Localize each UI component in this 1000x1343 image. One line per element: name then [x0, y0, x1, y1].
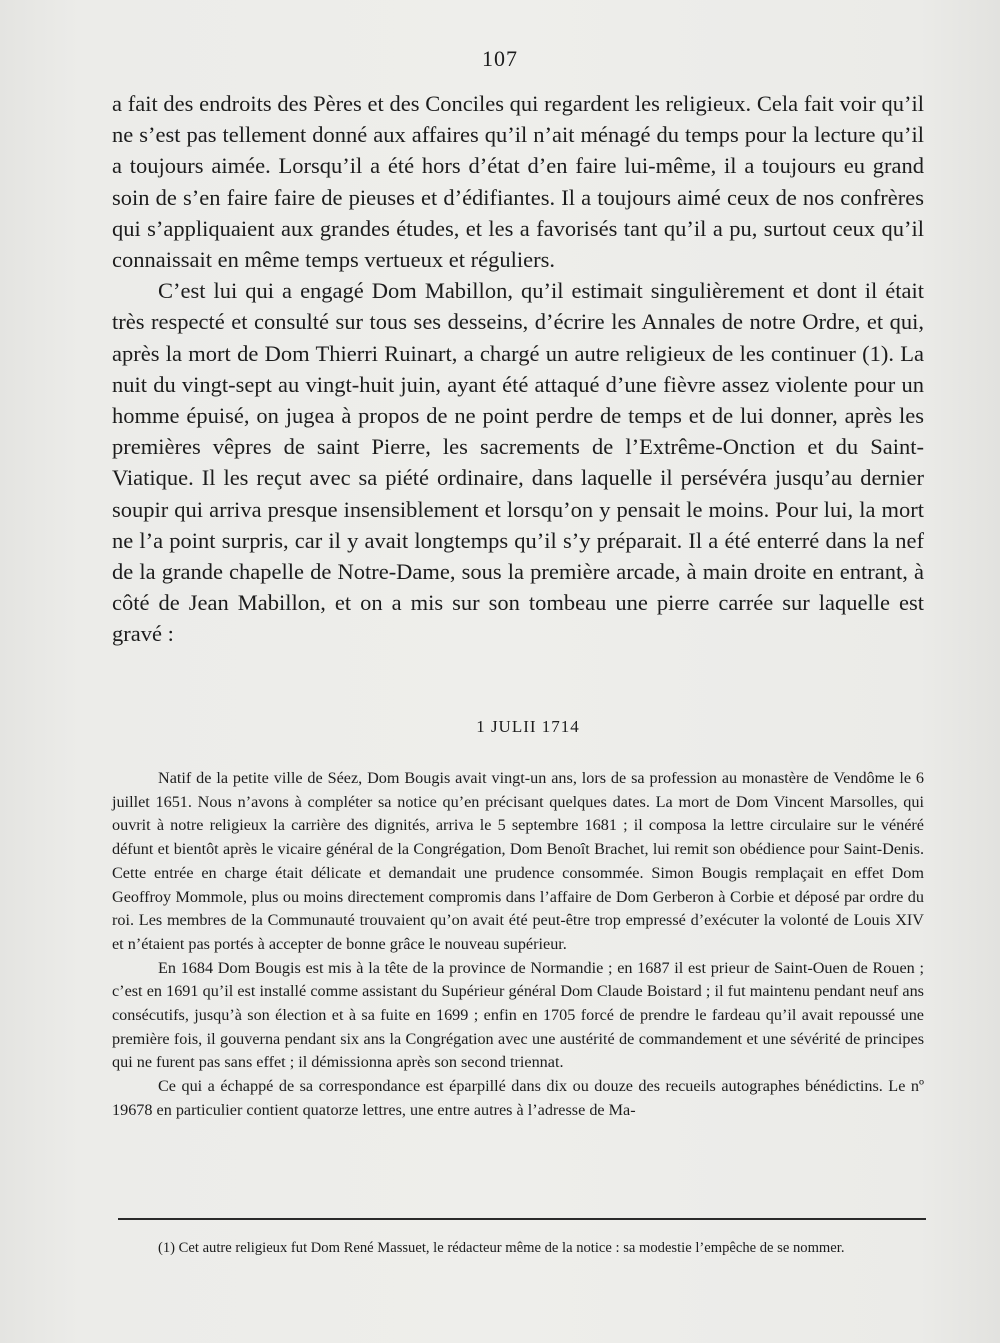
- notice-paragraph: Ce qui a échappé de sa correspondance est éparpillé dans dix ou douze des recueils autographes bénédictins. Le nº 19678 en particulier contient quatorze lettres, une entre autres à l’adresse de Ma-: [112, 1077, 924, 1119]
- editorial-notice: [112, 767, 924, 1123]
- page-number: 107: [482, 46, 518, 71]
- main-paragraph: a fait des endroits des Pères et des Conciles qui regardent les religieux. Cela fait voir qu’il ne s’est pas tellement donné aux affaires qu’il n’ait ménagé du temps pour la lecture qu’il a toujours aimée. Lorsqu’il a été hors d’état d’en faire lui-même, il a toujours eu grand soin de s’en faire faire de pieuses et d’édifiantes. Il a toujours aimé ceux de nos confrères qui s’appliquaient aux grandes études, et les a favorisés tant qu’il a pu, surtout ceux qu’il connaissait en même temps vertueux et réguliers.: [112, 91, 924, 273]
- footnote-divider: [118, 1218, 926, 1220]
- main-paragraph: C’est lui qui a engagé Dom Mabillon, qu’il estimait singulièrement et dont il était très respecté et consulté sur tous ses desseins, d’écrire les Annales de notre Ordre, et qui, après la mort de Dom Thierri Ruinart, a chargé un autre religieux de les continuer (1). La nuit du vingt-sept au vingt-huit juin, ayant été attaqué d’une fièvre assez violente pour un homme épuisé, on jugea à propos de ne point perdre de temps et de lui donner, après les premières vêpres de saint Pierre, les sacrements de l’Extrême-Onction et du Saint-Viatique. Il les reçut avec sa piété ordinaire, dans laquelle il persévéra jusqu’au dernier soupir qui arriva presque insensiblement et lorsqu’on y pensait le moins. Pour lui, la mort ne l’a point surpris, car il y avait longtemps qu’il s’y préparait. Il a été enterré dans la nef de la grande chapelle de Notre-Dame, sous la première arcade, à main droite en entrant, à côté de Jean Mabillon, et on a mis sur son tombeau une pierre carrée sur laquelle est gravé :: [112, 278, 924, 647]
- footnote-text: (1) Cet autre religieux fut Dom René Massuet, le rédacteur même de la notice : sa modestie l’empêche de se nommer.: [158, 1240, 845, 1256]
- main-text: [112, 88, 924, 650]
- footnote: [112, 1240, 924, 1257]
- notice-paragraph: Natif de la petite ville de Séez, Dom Bougis avait vingt-un ans, lors de sa profession au monastère de Vendôme le 6 juillet 1651. Nous n’avons à compléter sa notice qu’en précisant quelques dates. La mort de Dom Vincent Marsolles, qui ouvrit à notre religieux la carrière des dignités, arriva le 5 septembre 1681 ; il composa la lettre circulaire sur le vénéré défunt et bientôt après le vicaire général de la Congrégation, Dom Benoît Brachet, lui remit son obédience pour Saint-Denis. Cette entrée en charge était délicate et demandait une prudence consommée. Simon Bougis remplaçait en effet Dom Geoffroy Mommole, plus ou moins directement compromis dans l’affaire de Dom Gerberon à Corbie et déposé par ordre du roi. Les membres de la Communauté trouvaient qu’on avait été peut-être trop empressé d’exécuter la volonté de Louis XIV et n’étaient pas portés à accepter de bonne grâce le nouveau supérieur.: [112, 769, 924, 953]
- inscription-date: 1 JULII 1714: [476, 717, 580, 736]
- notice-paragraph: En 1684 Dom Bougis est mis à la tête de la province de Normandie ; en 1687 il est prieur de Saint-Ouen de Rouen ; c’est en 1691 qu’il est installé comme assistant du Supérieur général Dom Claude Boistard ; il fut maintenu pendant neuf ans consécutifs, jusqu’à son élection et à sa fuite en 1699 ; enfin en 1705 forcé de prendre le fardeau qu’il avait repoussé une première fois, il gouverna pendant six ans la Congrégation avec une austérité de commandement et une sévérité de principes qui ne furent pas sans effet ; il démissionna après son second triennat.: [112, 958, 924, 1072]
